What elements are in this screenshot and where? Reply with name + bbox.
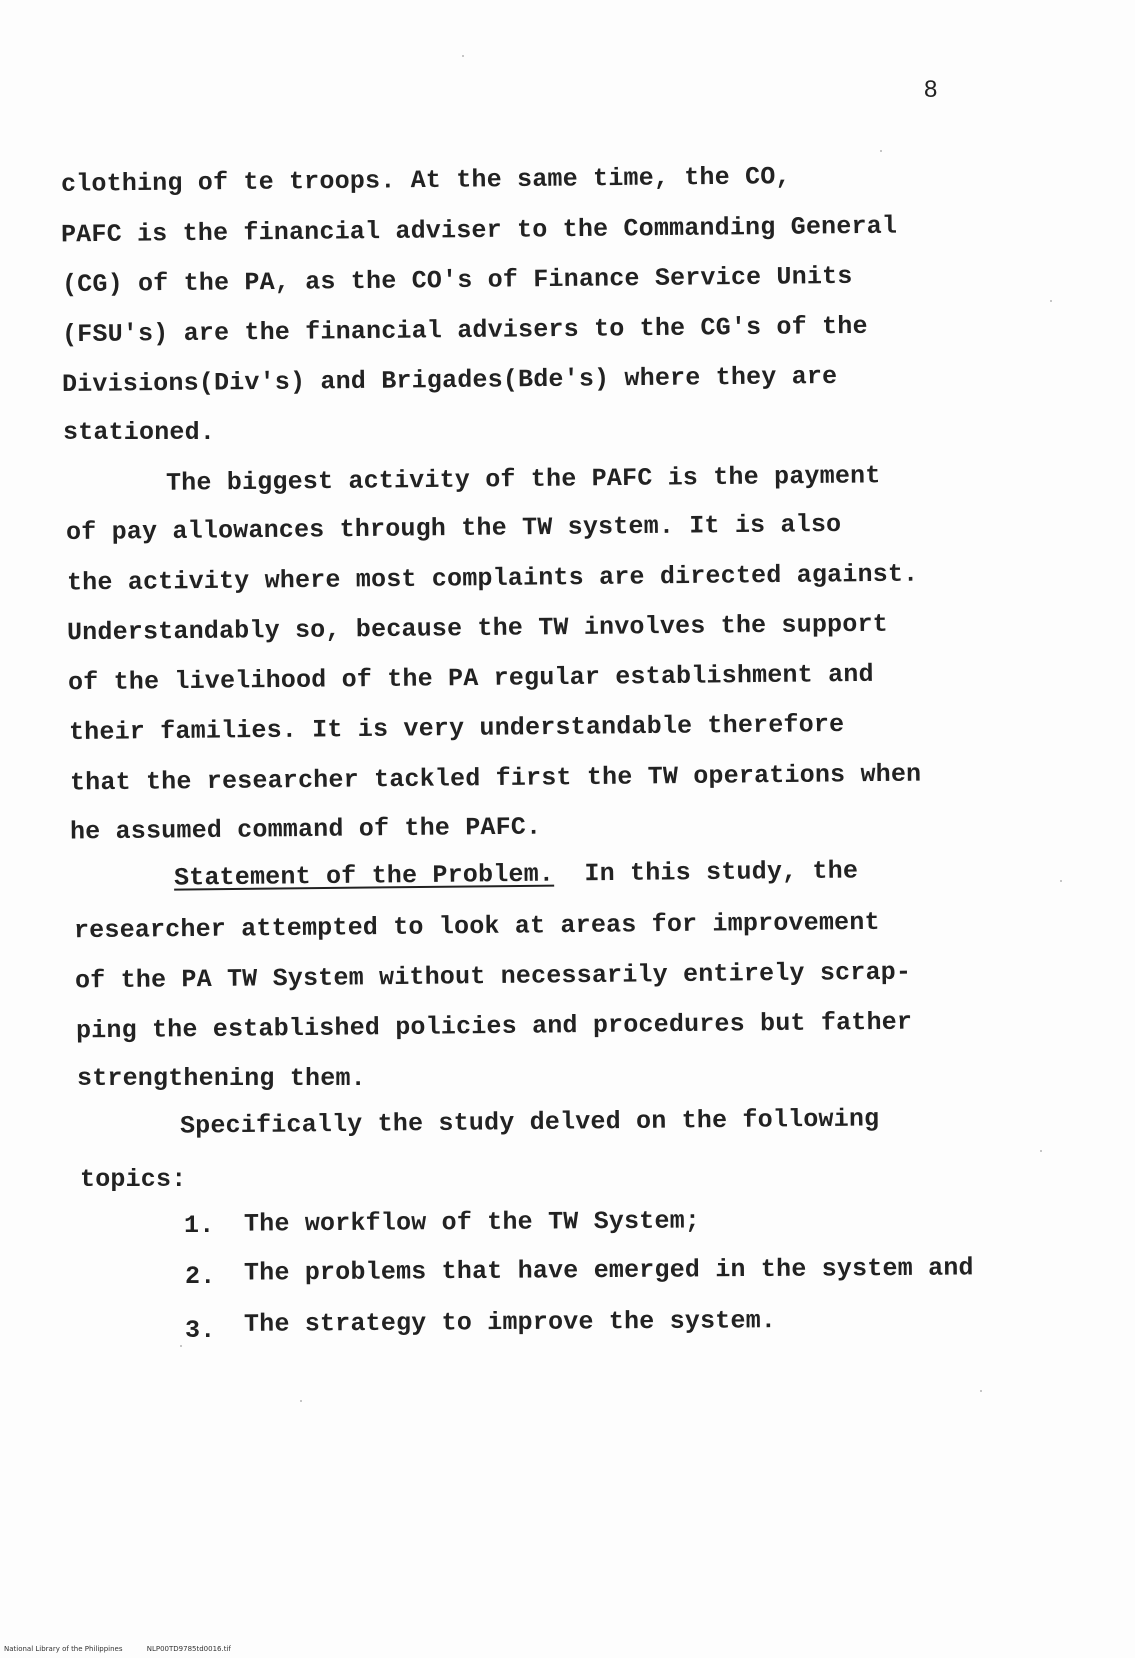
page-number: 8 (924, 76, 938, 103)
list-item-2-text: The problems that have emerged in the system and (243, 1253, 974, 1288)
footer-library: National Library of the Philippines (4, 1645, 123, 1653)
section-heading: Statement of the Problem. (173, 859, 555, 893)
body-line-6: stationed. (63, 418, 216, 447)
scan-speck (880, 150, 882, 152)
scan-speck (180, 1345, 182, 1347)
body-line-18: strengthening them. (77, 1064, 366, 1093)
body-line-1: clothing of te troops. At the same time, the CO, (60, 162, 791, 199)
body-line-11: of the livelihood of the PA regular establishment and (67, 659, 874, 698)
body-line-2: PAFC is the financial adviser to the Commanding General (60, 211, 898, 250)
body-line-12: their families. It is very understandable therefore (68, 709, 845, 748)
body-line-13: that the researcher tackled first the TW operations when (69, 759, 922, 798)
body-line-5: Divisions(Div's) and Brigades(Bde's) where they are (61, 361, 838, 400)
body-line-3: (CG) of the PA, as the CO's of Finance Service Units (61, 261, 853, 300)
list-item-1-number: 1. (184, 1211, 215, 1240)
scan-speck (980, 1390, 982, 1392)
body-line-19: Specifically the study delved on the following (179, 1104, 880, 1141)
body-line-8: of pay allowances through the TW system. It is also (65, 509, 842, 548)
scan-speck (1050, 300, 1052, 302)
list-item-3-number: 3. (185, 1316, 216, 1345)
body-line-4: (FSU's) are the financial advisers to the CG's of the (61, 311, 868, 350)
section-heading-line (174, 856, 858, 893)
footer-file: NLP00TD9785td0016.tif (146, 1645, 231, 1653)
list-item-3-text: The strategy to improve the system. (243, 1306, 777, 1339)
body-line-7: The biggest activity of the PAFC is the payment (165, 461, 881, 498)
scan-speck (1040, 1150, 1042, 1152)
list-item-1-text: The workflow of the TW System; (243, 1206, 701, 1239)
body-line-14: he assumed command of the PAFC. (69, 812, 542, 847)
section-heading-continuation: In this study, the (584, 856, 859, 889)
body-line-17: ping the established policies and procedures but father (75, 1007, 913, 1046)
scan-speck (300, 1400, 302, 1402)
scan-speck (1060, 880, 1062, 882)
body-line-16: of the PA TW System without necessarily entirely scrap- (74, 957, 912, 996)
list-item-2-number: 2. (185, 1262, 216, 1291)
scan-speck (462, 55, 464, 57)
body-line-15: researcher attempted to look at areas for improvement (73, 907, 880, 946)
body-line-9: the activity where most complaints are directed against. (66, 559, 919, 598)
body-line-10: Understandably so, because the TW involves the support (66, 609, 889, 648)
scan-footer (4, 1645, 253, 1653)
body-line-20: topics: (80, 1165, 187, 1194)
